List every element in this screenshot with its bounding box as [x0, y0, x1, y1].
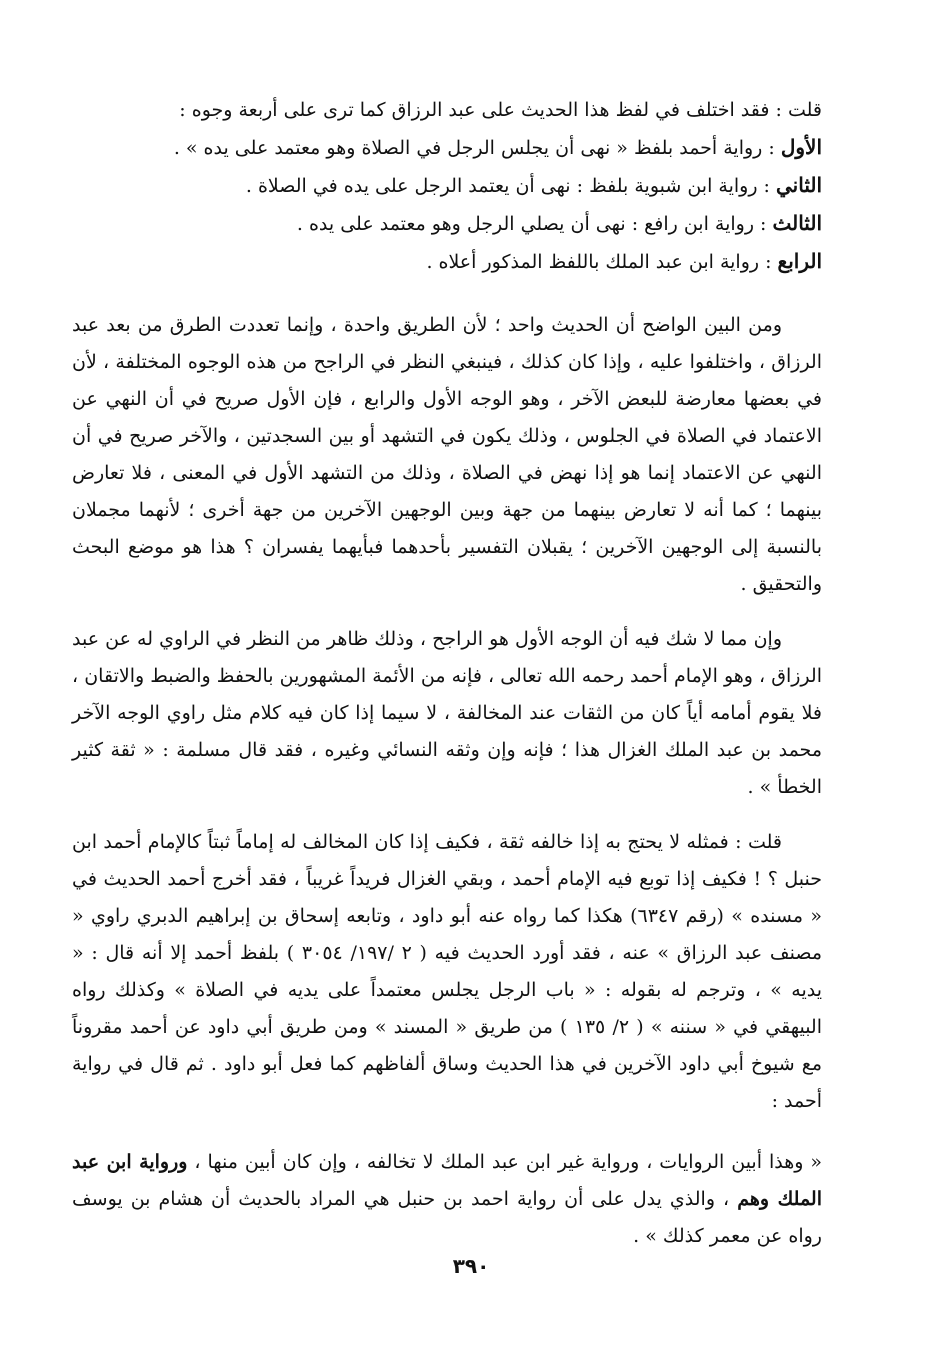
page-body	[72, 92, 822, 1255]
variant-label: الثاني	[775, 173, 822, 197]
paragraph-analysis: ومن البين الواضح أن الحديث واحد ؛ لأن الطريق واحدة ، وإنما تعددت الطرق من بعد عبد الرزاق ، واختلفوا عليه ، وإذا كان كذلك ، فينبغي النظر في الراجح من هذه الوجوه المختلفة ، لأن في بعضها معارضة للبعض الآخر ، وهو الوجه الأول والرابع ، فإن الأول صريح في أن النهي عن الاعتماد في الصلاة في الجلوس ، وذلك يكون في التشهد أو بين السجدتين ، والآخر صريح في أن النهي عن الاعتماد إنما هو إذا نهض في الصلاة ، وذلك من التشهد الأول في المعنى ، فلا تعارض بينهما ؛ كما أنه لا تعارض بينهما من جهة وبين الوجهين الآخرين من جهة أخرى ؛ لأنهما مجملان بالنسبة إلى الوجهين الآخرين ؛ يقبلان التفسير بأحدهما فبأيهما يفسران ؟ هذا هو موضع البحث والتحقيق .	[72, 314, 822, 595]
variant-text: : رواية ابن عبد الملك باللفظ المذكور أعلاه .	[426, 251, 778, 273]
intro-line: قلت : فقد اختلف في لفظ هذا الحديث على عبد الرزاق كما ترى على أربعة وجوه :	[179, 99, 822, 121]
variant-item	[72, 167, 822, 205]
paragraph-evidence: قلت : فمثله لا يحتج به إذا خالفه ثقة ، فكيف إذا كان المخالف له إماماً ثبتاً كالإمام أحمد ابن حنبل ؟ ! فكيف إذا توبع فيه الإمام أحمد ، وبقي الغزال فريداً غريباً ، فقد أخرج أحمد الحديث في « مسنده » (رقم ٦٣٤٧) هكذا كما رواه عنه أبو داود ، وتابعه إسحاق بن إبراهيم الدبري راوي « مصنف عبد الرزاق » عنه ، فقد أورد الحديث فيه ( ٢ /١٩٧/ ٣٠٥٤ ) بلفظ أحمد إلا أنه قال : « يديه » ، وترجم له بقوله : « باب الرجل يجلس معتمداً على يديه في الصلاة » وكذلك رواه البيهقي في « سننه » ( ٢/ ١٣٥ ) من طريق « المسند » ومن طريق أبي داود عن أحمد مقروناً مع شيوخ أبي داود الآخرين في هذا الحديث وساق ألفاظهم كما فعل أبو داود . ثم قال في رواية أحمد :	[72, 831, 822, 1112]
paragraph-preference: وإن مما لا شك فيه أن الوجه الأول هو الراجح ، وذلك ظاهر من النظر في الراوي له عن عبد الرزاق ، وهو الإمام أحمد رحمه الله تعالى ، فإنه من الأئمة المشهورين بالحفظ والضبط والاتقان ، فلا يقوم أمامه أياً كان من الثقات عند المخالفة ، لا سيما إذا كان فيه كلام مثل راوي الوجه الآخر محمد بن عبد الملك الغزال هذا ؛ فإنه وإن وثقه النسائي وغيره ، فقد قال مسلمة : « ثقة كثير الخطأ » .	[72, 628, 822, 798]
bayhaqi-quote	[72, 1144, 822, 1255]
variant-item	[72, 205, 822, 243]
variant-text: : رواية أحمد بلفظ « نهى أن يجلس الرجل في الصلاة وهو معتمد على يده » .	[173, 137, 781, 159]
variant-item	[72, 243, 822, 281]
quote-part-2: ، والذي يدل على أن رواية احمد بن حنبل هي المراد بالحديث أن هشام بن يوسف رواه عن معمر كذلك » .	[72, 1188, 822, 1247]
page-number: ٣٩٠	[452, 1254, 490, 1278]
variant-label: الثالث	[772, 211, 822, 235]
variants-section	[72, 92, 822, 281]
variant-text: : رواية ابن شبوية بلفظ : نهى أن يعتمد الرجل على يده في الصلاة .	[245, 175, 776, 197]
variant-item	[72, 129, 822, 167]
quote-text	[72, 1144, 822, 1255]
quote-part-1: « وهذا أبين الروايات ، ورواية غير ابن عبد الملك لا تخالفه ، وإن كان أبين منها ،	[187, 1151, 822, 1173]
quote-emphasis: ورواية ابن عبد الملك وهم	[72, 1151, 822, 1210]
variant-text: : رواية ابن رافع : نهى أن يصلي الرجل وهو معتمد على يده .	[296, 213, 773, 235]
variant-label: الأول	[780, 135, 822, 159]
variant-label: الرابع	[777, 249, 822, 273]
